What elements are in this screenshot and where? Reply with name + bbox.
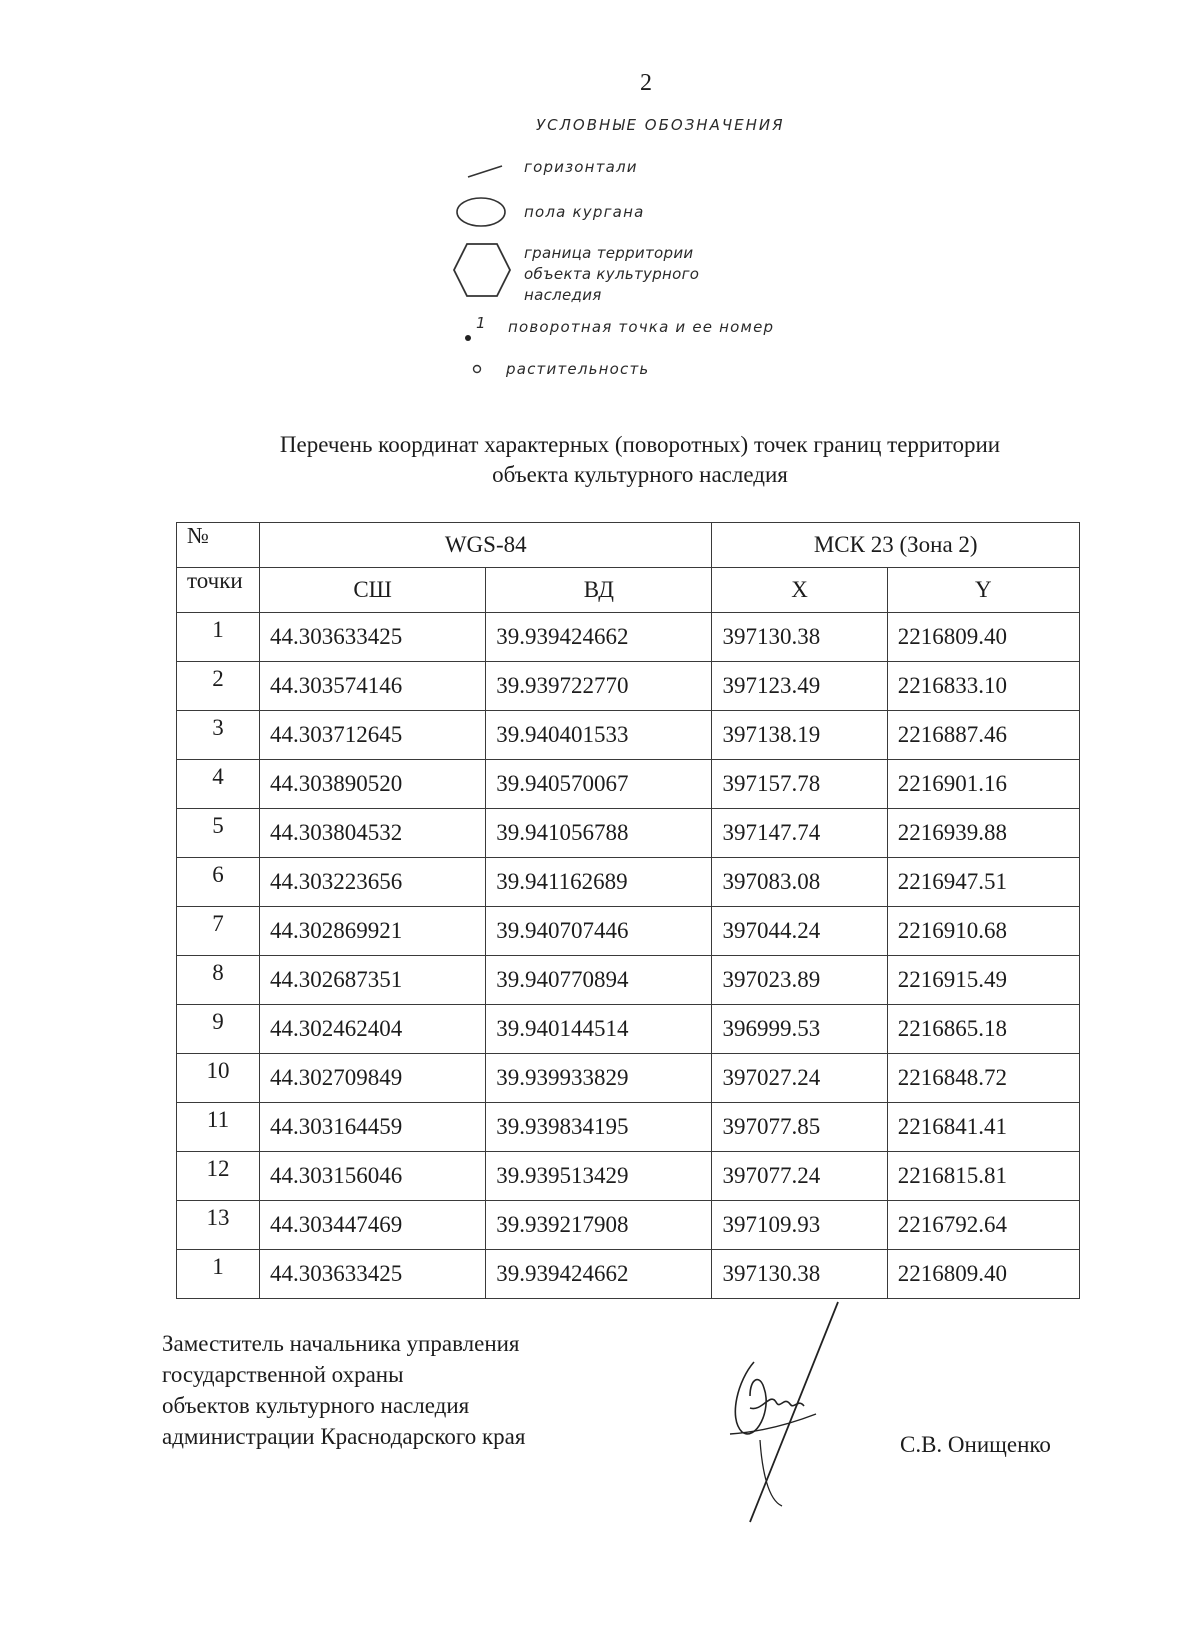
point-number: 3 — [177, 711, 260, 760]
point-number: 6 — [177, 858, 260, 907]
point-number: 9 — [177, 1005, 260, 1054]
longitude-cell: 39.939424662 — [486, 1250, 712, 1299]
legend-point-label: поворотная точка и ее номер — [508, 318, 775, 336]
table-row — [177, 907, 1080, 956]
legend-title: УСЛОВНЫЕ ОБОЗНАЧЕНИЯ — [536, 116, 785, 134]
header-x: X — [712, 568, 887, 613]
latitude-cell: 44.303156046 — [260, 1152, 486, 1201]
longitude-cell: 39.940707446 — [486, 907, 712, 956]
x-cell: 397109.93 — [712, 1201, 887, 1250]
latitude-cell: 44.303712645 — [260, 711, 486, 760]
point-number: 4 — [177, 760, 260, 809]
latitude-cell: 44.303164459 — [260, 1103, 486, 1152]
x-cell: 397027.24 — [712, 1054, 887, 1103]
x-cell: 396999.53 — [712, 1005, 887, 1054]
signer-name: С.В. Онищенко — [900, 1432, 1051, 1457]
y-cell: 2216848.72 — [887, 1054, 1079, 1103]
x-cell: 397138.19 — [712, 711, 887, 760]
longitude-cell: 39.939933829 — [486, 1054, 712, 1103]
y-cell: 2216809.40 — [887, 613, 1079, 662]
header-point-label: точки — [177, 568, 260, 613]
y-cell: 2216865.18 — [887, 1005, 1079, 1054]
header-longitude: ВД — [486, 568, 712, 613]
latitude-cell: 44.303223656 — [260, 858, 486, 907]
legend-boundary-line: наследия — [524, 286, 602, 304]
x-cell: 397077.24 — [712, 1152, 887, 1201]
x-cell: 397147.74 — [712, 809, 887, 858]
longitude-cell: 39.941162689 — [486, 858, 712, 907]
latitude-cell: 44.303447469 — [260, 1201, 486, 1250]
point-number: 11 — [177, 1103, 260, 1152]
y-cell: 2216887.46 — [887, 711, 1079, 760]
table-row — [177, 613, 1080, 662]
header-latitude: СШ — [260, 568, 486, 613]
x-cell: 397123.49 — [712, 662, 887, 711]
table-heading-line: Перечень координат характерных (поворотных) точек границ территории — [279, 432, 1001, 457]
latitude-cell: 44.303804532 — [260, 809, 486, 858]
y-cell: 2216833.10 — [887, 662, 1079, 711]
vegetation-icon — [470, 362, 484, 376]
legend-boundary-line: граница территории — [524, 244, 694, 262]
header-number: № — [177, 523, 260, 568]
table-row — [177, 809, 1080, 858]
table-row — [177, 1103, 1080, 1152]
legend-boundary-line: объекта культурного — [524, 265, 700, 283]
signer-position-line: объектов культурного наследия — [162, 1393, 470, 1418]
table-row — [177, 1152, 1080, 1201]
legend-boundary-label — [524, 243, 754, 306]
x-cell: 397130.38 — [712, 613, 887, 662]
latitude-cell: 44.302687351 — [260, 956, 486, 1005]
header-msk23: МСК 23 (Зона 2) — [712, 523, 1080, 568]
y-cell: 2216947.51 — [887, 858, 1079, 907]
x-cell: 397044.24 — [712, 907, 887, 956]
legend-point-number: 1 — [476, 314, 487, 332]
y-cell: 2216841.41 — [887, 1103, 1079, 1152]
longitude-cell: 39.939722770 — [486, 662, 712, 711]
point-number: 1 — [177, 1250, 260, 1299]
x-cell: 397023.89 — [712, 956, 887, 1005]
x-cell: 397157.78 — [712, 760, 887, 809]
table-row — [177, 956, 1080, 1005]
longitude-cell: 39.939217908 — [486, 1201, 712, 1250]
signer-position-line: государственной охраны — [162, 1362, 404, 1387]
longitude-cell: 39.939513429 — [486, 1152, 712, 1201]
header-wgs84: WGS-84 — [260, 523, 712, 568]
table-row — [177, 1005, 1080, 1054]
table-row — [177, 1201, 1080, 1250]
latitude-cell: 44.302709849 — [260, 1054, 486, 1103]
table-heading — [190, 430, 1090, 490]
x-cell: 397130.38 — [712, 1250, 887, 1299]
latitude-cell: 44.303574146 — [260, 662, 486, 711]
handwritten-signature — [720, 1300, 870, 1530]
latitude-cell: 44.303633425 — [260, 613, 486, 662]
longitude-cell: 39.941056788 — [486, 809, 712, 858]
signer-position-line: Заместитель начальника управления — [162, 1331, 520, 1356]
longitude-cell: 39.940770894 — [486, 956, 712, 1005]
signer-position-line: администрации Краснодарского края — [162, 1424, 526, 1449]
longitude-cell: 39.940570067 — [486, 760, 712, 809]
legend-vegetation-label: растительность — [506, 360, 650, 378]
latitude-cell: 44.302462404 — [260, 1005, 486, 1054]
y-cell: 2216901.16 — [887, 760, 1079, 809]
turning-point-icon — [462, 330, 476, 344]
point-number: 8 — [177, 956, 260, 1005]
contour-line-icon — [466, 162, 506, 182]
table-row — [177, 711, 1080, 760]
table-row — [177, 760, 1080, 809]
latitude-cell: 44.302869921 — [260, 907, 486, 956]
signer-position — [162, 1328, 622, 1452]
point-number: 13 — [177, 1201, 260, 1250]
y-cell: 2216910.68 — [887, 907, 1079, 956]
table-row — [177, 662, 1080, 711]
point-number: 12 — [177, 1152, 260, 1201]
point-number: 7 — [177, 907, 260, 956]
point-number: 1 — [177, 613, 260, 662]
point-number: 10 — [177, 1054, 260, 1103]
table-row — [177, 1250, 1080, 1299]
y-cell: 2216809.40 — [887, 1250, 1079, 1299]
x-cell: 397083.08 — [712, 858, 887, 907]
y-cell: 2216792.64 — [887, 1201, 1079, 1250]
table-heading-line: объекта культурного наследия — [492, 462, 788, 487]
table-row — [177, 858, 1080, 907]
x-cell: 397077.85 — [712, 1103, 887, 1152]
point-number: 2 — [177, 662, 260, 711]
table-row — [177, 1054, 1080, 1103]
y-cell: 2216815.81 — [887, 1152, 1079, 1201]
y-cell: 2216915.49 — [887, 956, 1079, 1005]
longitude-cell: 39.940144514 — [486, 1005, 712, 1054]
longitude-cell: 39.939424662 — [486, 613, 712, 662]
legend-ellipse-label: пола кургана — [524, 203, 645, 221]
page-number: 2 — [640, 70, 652, 96]
ellipse-icon — [454, 196, 510, 230]
y-cell: 2216939.88 — [887, 809, 1079, 858]
coordinates-table — [176, 522, 1080, 1299]
longitude-cell: 39.940401533 — [486, 711, 712, 760]
header-y: Y — [887, 568, 1079, 613]
latitude-cell: 44.303890520 — [260, 760, 486, 809]
hexagon-icon — [450, 240, 514, 304]
point-number: 5 — [177, 809, 260, 858]
latitude-cell: 44.303633425 — [260, 1250, 486, 1299]
longitude-cell: 39.939834195 — [486, 1103, 712, 1152]
legend-contour-label: горизонтали — [524, 158, 638, 176]
